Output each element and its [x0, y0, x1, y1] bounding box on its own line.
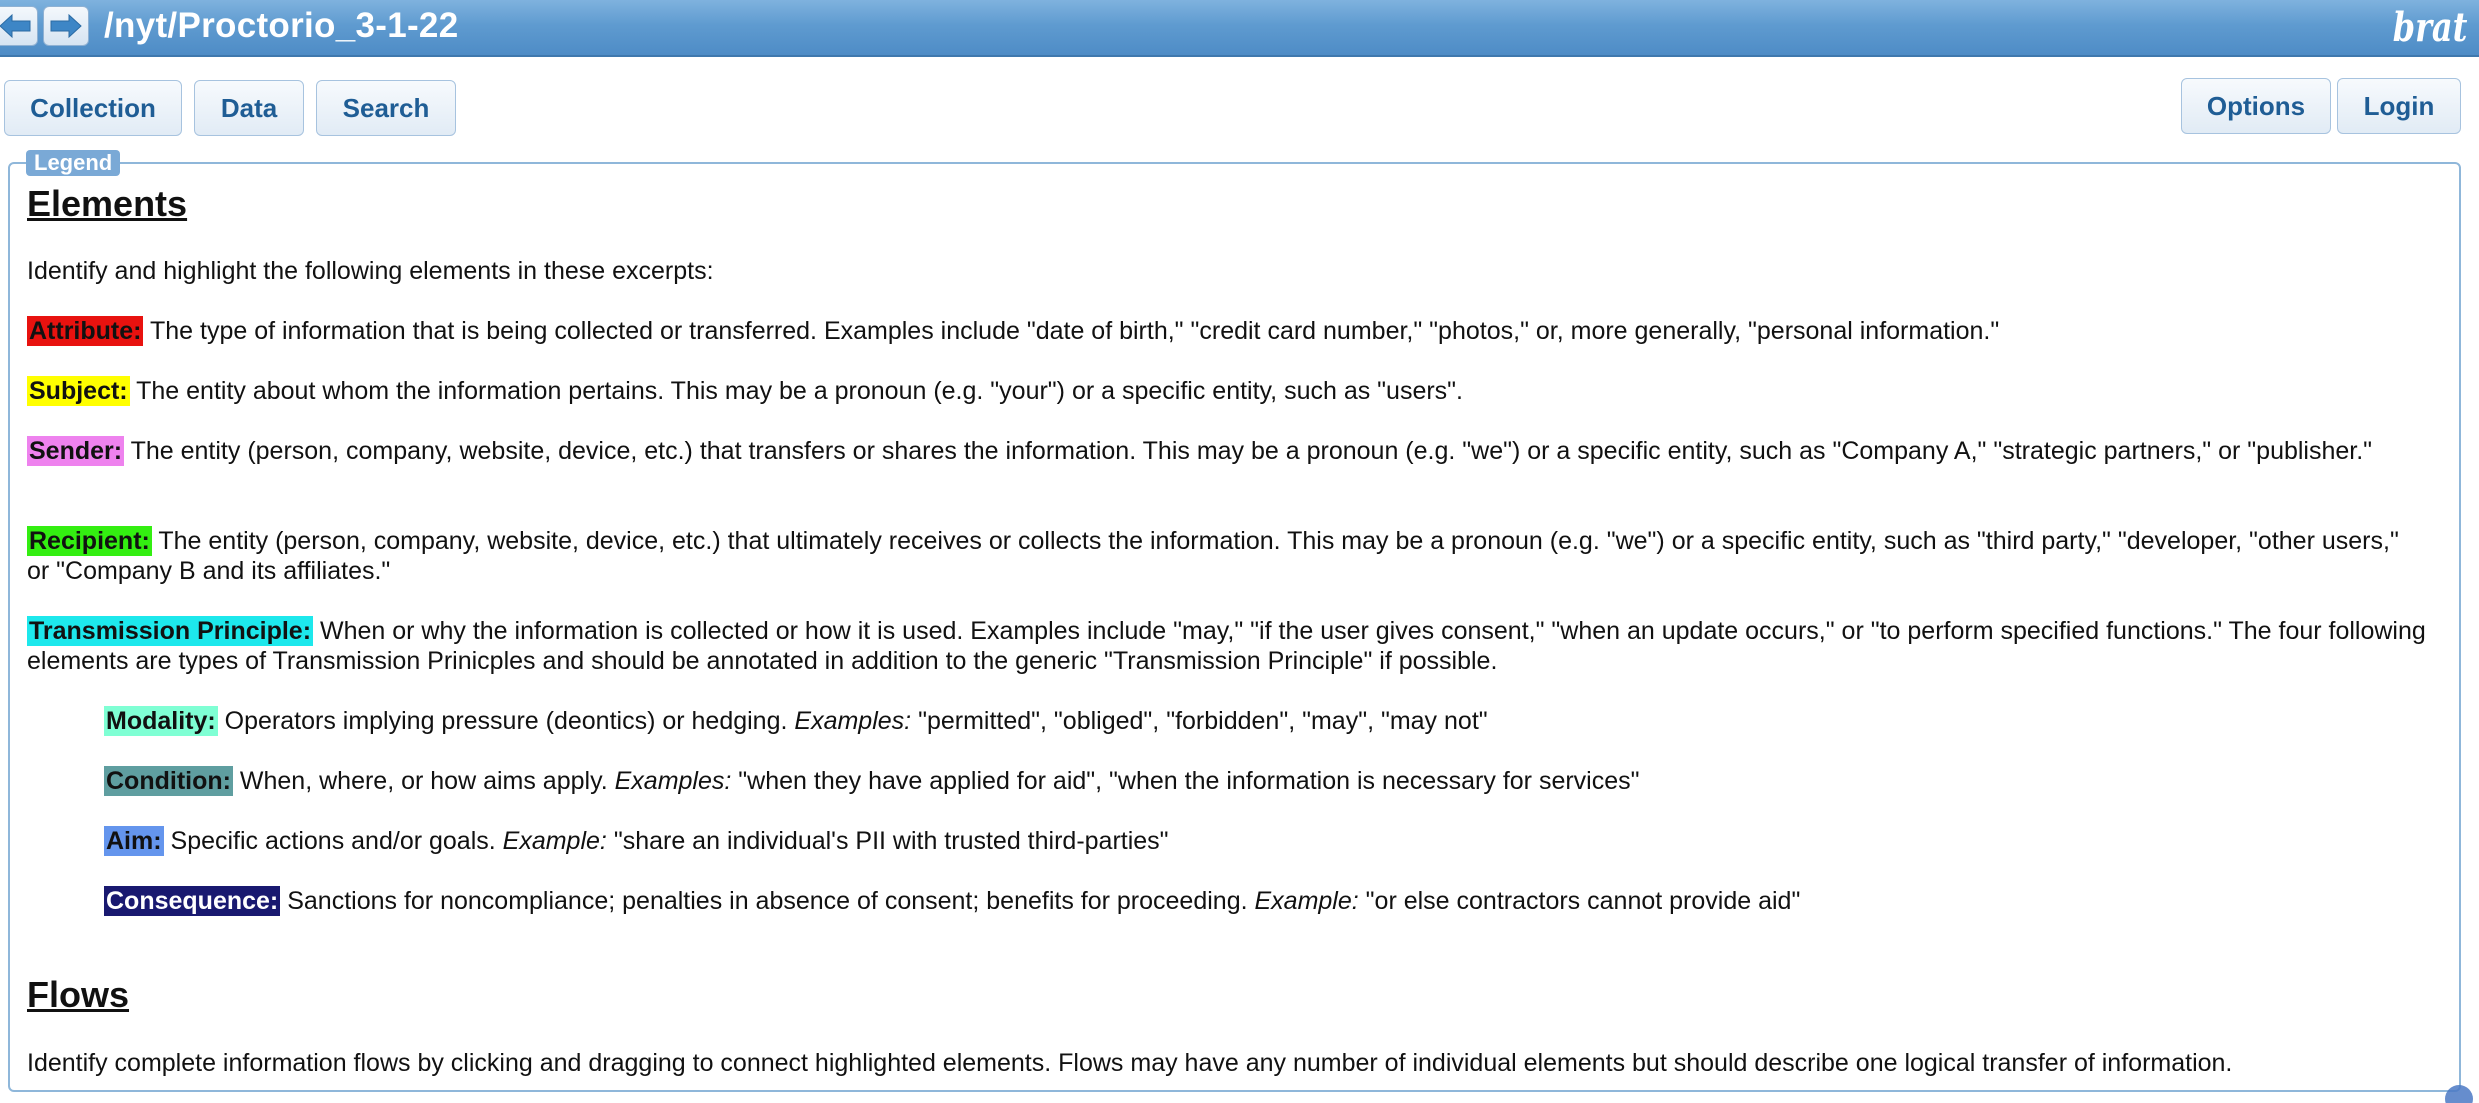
arrow-right-icon	[49, 13, 83, 39]
condition-example-text: "when they have applied for aid", "when the information is necessary for services"	[738, 767, 1640, 795]
forward-button[interactable]	[43, 6, 89, 46]
scroll-indicator[interactable]	[2445, 1085, 2473, 1103]
arrow-left-icon	[0, 13, 32, 39]
legend-item-sender	[27, 436, 2427, 466]
attribute-tag: Attribute:	[29, 317, 142, 345]
aim-description: Specific actions and/or goals.	[170, 827, 496, 855]
modality-description: Operators implying pressure (deontics) or hedging.	[224, 707, 788, 735]
consequence-example-label: Example:	[1254, 887, 1359, 915]
modality-example-text: "permitted", "obliged", "forbidden", "may", "may not"	[918, 707, 1488, 735]
login-button[interactable]: Login	[2337, 78, 2461, 134]
recipient-tag: Recipient:	[29, 527, 150, 555]
consequence-tag: Consequence:	[106, 887, 279, 915]
collection-button[interactable]: Collection	[4, 80, 182, 136]
sender-description: The entity (person, company, website, device, etc.) that transfers or shares the information. This may be a pronoun (e.g. "we") or a specific entity, such as "Company A," "strategic partners," or "publisher."	[130, 437, 2373, 465]
legend-intro: Identify and highlight the following elements in these excerpts:	[27, 257, 714, 285]
transmission-principle-description: When or why the information is collected or how it is used. Examples include "may," "if the user gives consent," "when an update occurs," or "to perform specified functions." The four following elements are types of Transmission Prinicples and should be annotated in addition to the generic "Transmission Principle" if possible.	[27, 617, 2426, 675]
attribute-description: The type of information that is being collected or transferred. Examples include "date of birth," "credit card number," "photos," or, more generally, "personal information."	[149, 317, 2000, 345]
transmission-principle-tag: Transmission Principle:	[29, 617, 312, 645]
back-button[interactable]	[0, 6, 38, 46]
aim-tag: Aim:	[106, 827, 162, 855]
legend-tag: Legend	[26, 150, 120, 176]
sender-tag: Sender:	[29, 437, 123, 465]
legend-item-subject	[27, 376, 2427, 406]
consequence-description: Sanctions for noncompliance; penalties in absence of consent; benefits for proceeding.	[287, 887, 1248, 915]
options-button[interactable]: Options	[2181, 78, 2331, 134]
consequence-example-text: "or else contractors cannot provide aid"	[1365, 887, 1801, 915]
aim-example-text: "share an individual's PII with trusted third-parties"	[613, 827, 1169, 855]
legend-subitem-modality	[104, 706, 2424, 736]
legend-item-recipient	[27, 526, 2427, 586]
elements-heading: Elements	[27, 183, 188, 224]
modality-tag: Modality:	[106, 707, 216, 735]
legend-subitem-condition	[104, 766, 2424, 796]
recipient-description: The entity (person, company, website, device, etc.) that ultimately receives or collects the information. This may be a pronoun (e.g. "we") or a specific entity, such as "third party," "developer, "other users," or "Company B and its affiliates."	[27, 527, 2399, 585]
brat-logo: brat	[2392, 4, 2467, 51]
condition-tag: Condition:	[106, 767, 231, 795]
legend-subitem-consequence	[104, 886, 2424, 916]
subject-description: The entity about whom the information pertains. This may be a pronoun (e.g. "your") or a specific entity, such as "users".	[136, 377, 1464, 405]
condition-example-label: Examples:	[614, 767, 732, 795]
search-button[interactable]: Search	[316, 80, 456, 136]
flows-heading: Flows	[27, 974, 130, 1015]
legend-item-attribute	[27, 316, 2427, 346]
top-bar	[0, 0, 2479, 57]
legend-item-transmission-principle	[27, 616, 2427, 676]
subject-tag: Subject:	[29, 377, 128, 405]
condition-description: When, where, or how aims apply.	[239, 767, 608, 795]
flows-description: Identify complete information flows by clicking and dragging to connect highlighted elements. Flows may have any number of individual elements but should describe one logical transfer of information.	[27, 1049, 2233, 1077]
aim-example-label: Example:	[502, 827, 607, 855]
modality-example-label: Examples:	[794, 707, 912, 735]
data-button[interactable]: Data	[194, 80, 304, 136]
document-path: /nyt/Proctorio_3-1-22	[104, 6, 459, 45]
legend-subitem-aim	[104, 826, 2424, 856]
